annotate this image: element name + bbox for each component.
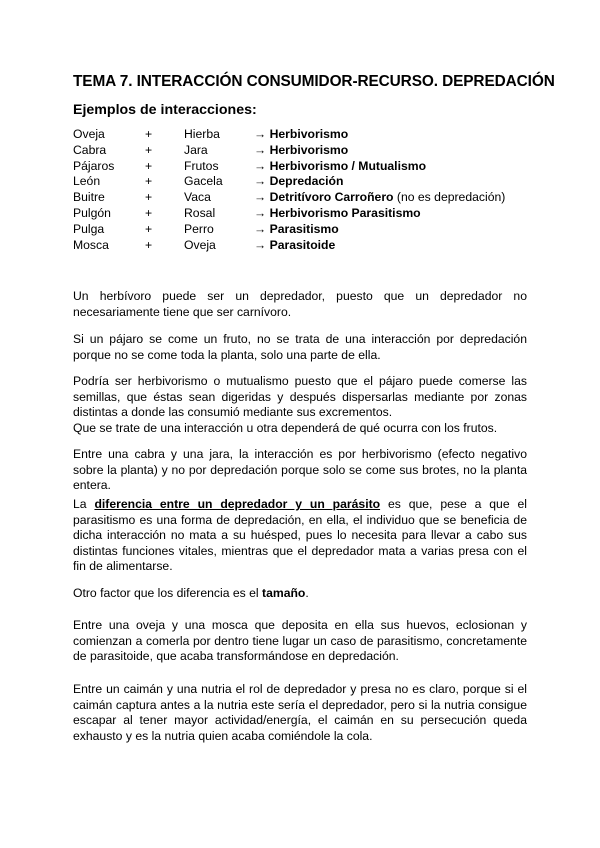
paragraph-text: Entre una cabra y una jara, la interacción es por herbivorismo (efecto negativo sobre la planta) y no por depredación porque solo se come sus brotes, no la planta entera. — [73, 447, 527, 493]
text-run: La — [73, 497, 95, 511]
paragraph-predator-parasite — [73, 497, 527, 575]
arrow-icon: → — [254, 127, 267, 141]
interaction-result — [254, 190, 505, 206]
organism-b: Jara — [184, 142, 208, 157]
arrow-icon: → — [254, 237, 267, 252]
organism-a: Mosca — [73, 237, 109, 252]
organism-b: Rosal — [184, 205, 216, 220]
organism-b: Gacela — [184, 174, 223, 189]
interaction-result — [254, 127, 348, 143]
interaction-result — [254, 206, 421, 222]
paragraph-bird-fruit — [73, 332, 527, 363]
example-row — [73, 174, 533, 190]
example-row — [73, 143, 533, 159]
text-run: Otro factor que los diferencia es el — [73, 586, 263, 600]
highlighted-term: diferencia entre un depredador y un parásito — [94, 497, 381, 511]
examples-table — [73, 127, 533, 253]
plus-sign: + — [145, 190, 153, 205]
examples-heading: Ejemplos de interacciones: — [73, 102, 257, 118]
example-row — [73, 159, 533, 175]
paragraph-text: Entre un caimán y una nutria el rol de depredador y presa no es claro, porque si el caimán captura antes a la nutria este sería el depredador, pero si la nutria consigue escapar al tener mayor actividad/energía, el caimán en su persecución queda exhausto y es la nutria quien acaba comiéndole la cola. — [73, 682, 527, 743]
organism-a: Buitre — [73, 190, 105, 205]
interaction-type: Herbivorismo — [269, 127, 349, 141]
paragraph-text: Podría ser herbivorismo o mutualismo puesto que el pájaro puede comerse las semillas, que éstas sean digeridas y después dispersarlas mediante por zonas distintas a donde las consumió mediante sus excrementos. — [73, 374, 527, 420]
paragraph-text: Si un pájaro se come un fruto, no se trata de una interacción por depredación porque no se come toda la planta, solo una parte de ella. — [73, 332, 527, 362]
plus-sign: + — [145, 221, 153, 236]
example-row — [73, 190, 533, 206]
interaction-result — [254, 174, 343, 190]
arrow-icon: → — [254, 190, 267, 205]
interaction-type: Parasitoide — [269, 237, 336, 252]
paragraph-text: Entre una oveja y una mosca que deposita en ella sus huevos, eclosionan y comienzan a comerla por dentro tiene lugar un caso de parasitismo, concretamente de parasitoide, que acaba transformándose en depredación. — [73, 618, 527, 664]
arrow-icon: → — [254, 142, 267, 157]
organism-b: Frutos — [184, 158, 219, 173]
interaction-type: Herbivorismo — [269, 142, 349, 157]
interaction-result — [254, 222, 339, 238]
interaction-type: Herbivorismo Parasitismo — [269, 205, 421, 220]
highlighted-term: tamaño — [262, 586, 306, 600]
plus-sign: + — [145, 237, 153, 252]
page-title: TEMA 7. INTERACCIÓN CONSUMIDOR-RECURSO. DEPREDACIÓN — [73, 73, 555, 90]
paragraph-herbivore — [73, 289, 527, 320]
paragraph-size — [73, 586, 527, 602]
interaction-type: Detritívoro Carroñero — [269, 190, 394, 205]
organism-b: Perro — [184, 221, 214, 236]
interaction-result — [254, 143, 348, 159]
paragraph-mutualism — [73, 374, 527, 436]
arrow-icon: → — [254, 174, 267, 189]
text-run: . — [305, 586, 309, 600]
organism-a: Pájaros — [73, 158, 115, 173]
example-row — [73, 206, 533, 222]
organism-a: Cabra — [73, 142, 107, 157]
paragraph-text: Un herbívoro puede ser un depredador, puesto que un depredador no necesariamente tiene que ser carnívoro. — [73, 289, 527, 319]
interaction-result — [254, 159, 426, 175]
text-run: es que, pese a que el parasitismo es una forma de depredación, en ella, el individuo que se beneficia de dicha interacción no mata a su huésped, pues lo necesita para llevar a cabo sus distintas funciones vitales, mientras que el depredador mata a varias presa con el fin de alimentarse. — [73, 497, 527, 574]
plus-sign: + — [145, 174, 153, 189]
organism-b: Hierba — [184, 127, 220, 141]
plus-sign: + — [145, 142, 153, 157]
example-row — [73, 238, 533, 254]
organism-b: Vaca — [184, 190, 211, 205]
organism-a: León — [73, 174, 101, 189]
plus-sign: + — [145, 127, 153, 141]
arrow-icon: → — [254, 205, 267, 220]
interaction-note: (no es depredación) — [396, 190, 506, 205]
organism-b: Oveja — [184, 237, 216, 252]
plus-sign: + — [145, 158, 153, 173]
paragraph-caiman-otter — [73, 682, 527, 744]
paragraph-text — [73, 586, 527, 602]
organism-a: Oveja — [73, 127, 105, 141]
paragraph-sheep-fly — [73, 618, 527, 665]
plus-sign: + — [145, 205, 153, 220]
paragraph-goat-rockrose — [73, 447, 527, 494]
interaction-type: Depredación — [269, 174, 344, 189]
example-row — [73, 222, 533, 238]
interaction-result — [254, 238, 335, 254]
arrow-icon: → — [254, 221, 267, 236]
example-row — [73, 127, 533, 143]
organism-a: Pulgón — [73, 205, 111, 220]
paragraph-text — [73, 497, 527, 575]
paragraph-text-continuation: Que se trate de una interacción u otra dependerá de qué ocurra con los frutos. — [73, 420, 498, 435]
organism-a: Pulga — [73, 221, 105, 236]
interaction-type: Herbivorismo / Mutualismo — [269, 158, 427, 173]
arrow-icon: → — [254, 158, 267, 173]
interaction-type: Parasitismo — [269, 221, 339, 236]
